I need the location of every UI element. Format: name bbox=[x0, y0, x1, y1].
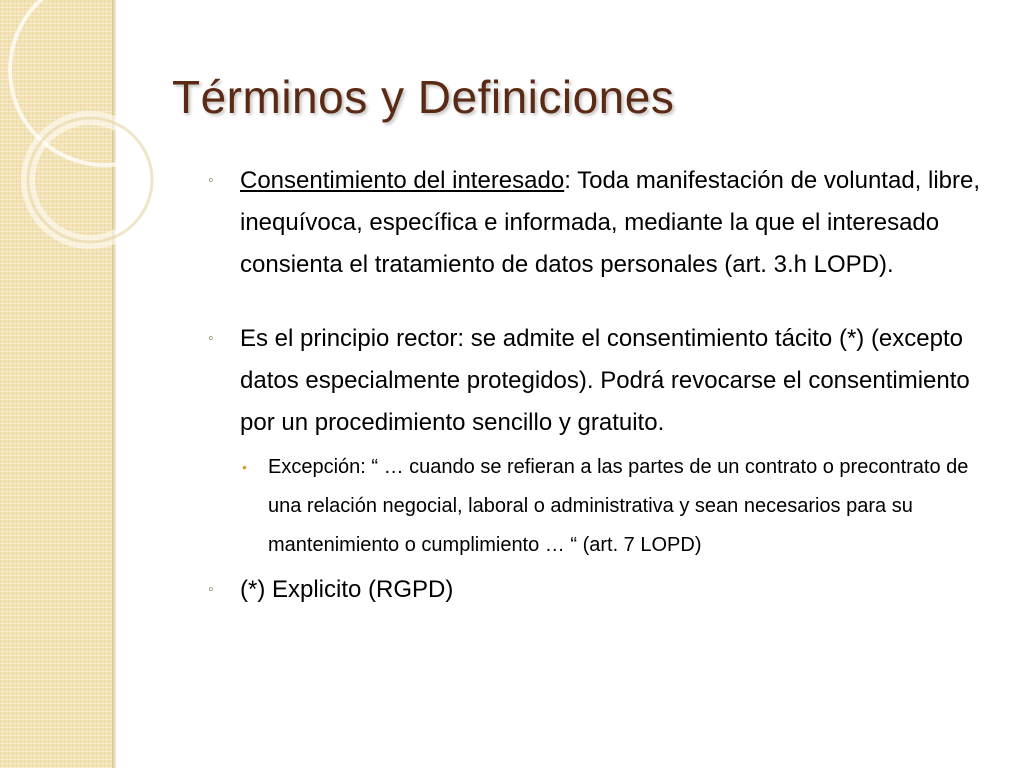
sub-bullet-marker: • bbox=[242, 459, 247, 475]
decorative-rings bbox=[0, 0, 200, 320]
sub-bullet-text: Excepción: “ … cuando se refieran a las partes de un contrato o precontrato de una relación negocial, laboral o administrativa y sean necesarios para su mantenimiento o cumplimiento … “ (art. 7 LOPD) bbox=[268, 456, 969, 556]
term-underlined: Consentimiento del interesado bbox=[240, 167, 565, 194]
bullet-principio-rector bbox=[208, 318, 998, 444]
bullet-marker: ◦ bbox=[208, 172, 214, 189]
slide-content bbox=[208, 160, 998, 611]
sub-bullet-excepcion bbox=[242, 448, 998, 565]
bullet-text: Es el principio rector: se admite el consentimiento tácito (*) (excepto datos especialmente protegidos). Podrá revocarse el consentimiento por un procedimiento sencillo y gratuito. bbox=[240, 325, 970, 436]
bullet-marker: ◦ bbox=[208, 581, 214, 598]
bullet-text: : Toda manifestación de voluntad, libre, inequívoca, específica e informada, mediante la que el interesado consienta el tratamiento de datos personales (art. 3.h LOPD). bbox=[240, 167, 981, 278]
bullet-explicito bbox=[208, 569, 998, 611]
bullet-text: (*) Explicito (RGPD) bbox=[240, 576, 454, 603]
spacer bbox=[208, 286, 998, 318]
slide-title: Términos y Definiciones bbox=[172, 71, 675, 123]
bullet-consentimiento bbox=[208, 160, 998, 286]
bullet-marker: ◦ bbox=[208, 330, 214, 347]
